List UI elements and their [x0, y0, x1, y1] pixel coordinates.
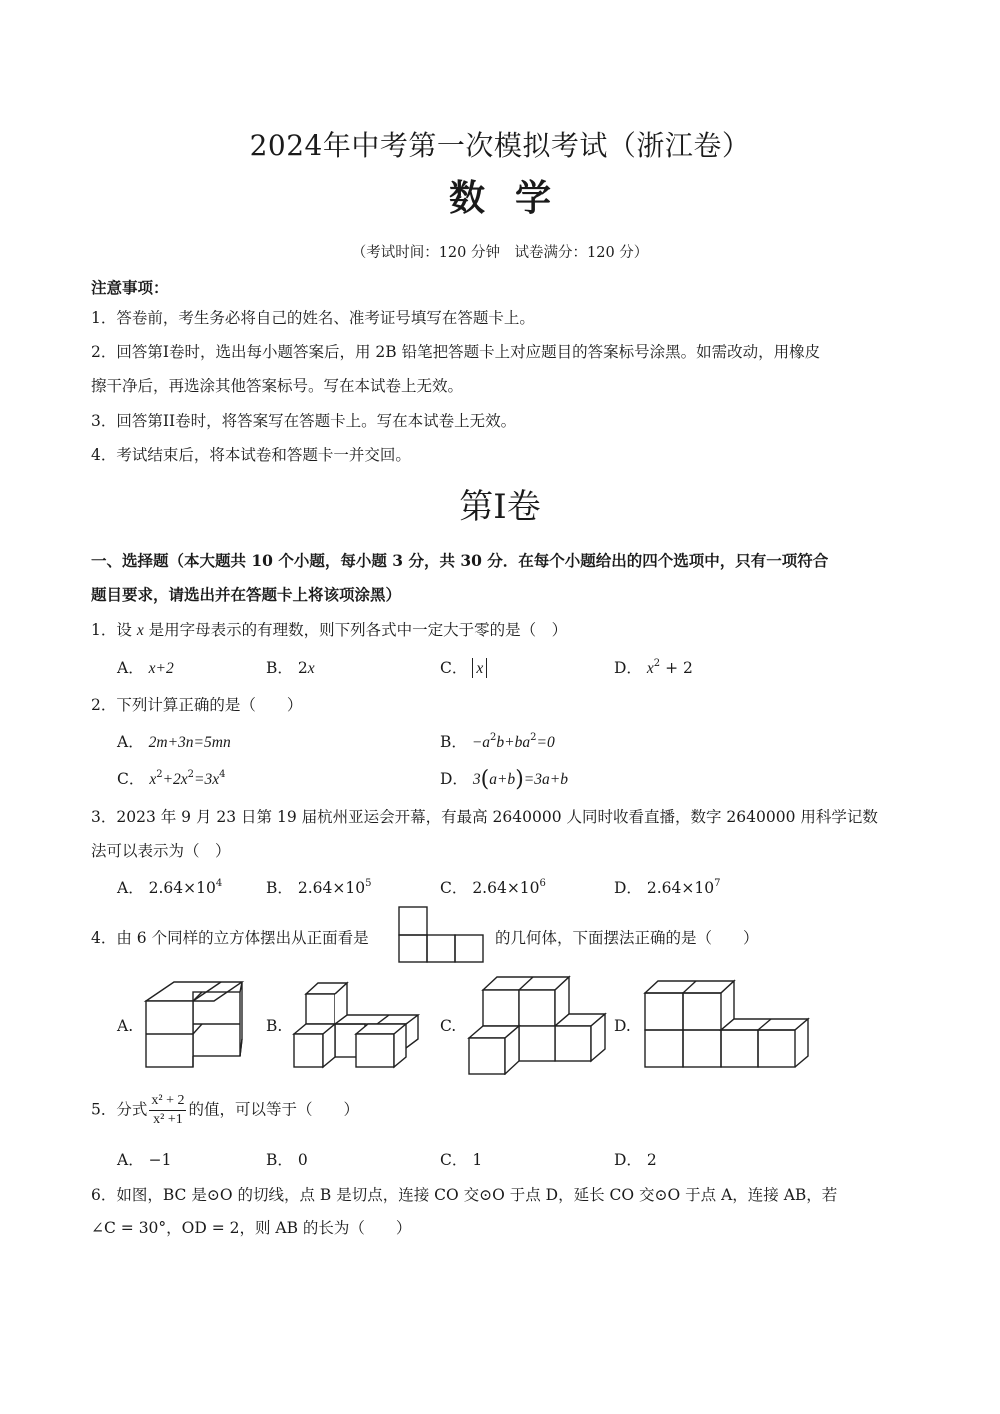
cube-face [683, 1030, 721, 1067]
cube-face [483, 990, 519, 1026]
notice-item-4: 4．考试结束后，将本试卷和答题卡一并交回。 [91, 446, 411, 464]
option-value: 0 [297, 1151, 308, 1169]
option-value: 1 [472, 1151, 483, 1169]
section-heading-cont: 题目要求，请选出并在答题卡上将该项涂黑） [91, 585, 402, 604]
notice-item-2-cont: 擦干净后，再选涂其他答案标号。写在本试卷上无效。 [91, 377, 464, 395]
option-label: B． [266, 879, 293, 897]
option-label: B． [440, 733, 467, 751]
exponent: 2 [530, 732, 537, 743]
question-4-option-a-figure[interactable] [140, 975, 250, 1075]
volume-title: 第I卷 [459, 487, 541, 527]
question-3-stem-cont: 法可以表示为（ ） [91, 842, 231, 860]
question-4-option-c-figure[interactable] [465, 970, 610, 1075]
cube-face [758, 1030, 795, 1067]
math-var: x [136, 622, 144, 639]
option-label: A． [117, 659, 144, 677]
front-view-cell [399, 907, 427, 935]
cube-face [306, 994, 335, 1024]
option-label: D． [614, 659, 642, 677]
cube-face [356, 1034, 394, 1067]
stem-text: 设 [116, 621, 132, 639]
notice-item-3: 3．回答第II卷时，将答案写在答题卡上。写在本试卷上无效。 [91, 412, 517, 430]
option-label: C． [440, 659, 468, 677]
question-4-stem-cont: 的几何体，下面摆法正确的是（ ） [495, 929, 759, 947]
front-view-figure [397, 905, 487, 965]
expr-part: a+b [489, 771, 516, 788]
question-6-stem-cont: ∠C = 30°，OD = 2，则 AB 的长为（ ） [91, 1219, 412, 1237]
question-5-option-c[interactable] [440, 1148, 482, 1170]
question-5-option-a[interactable] [117, 1148, 172, 1170]
question-3-option-d[interactable] [614, 876, 720, 898]
question-2-option-c[interactable] [117, 767, 226, 789]
cube-face [519, 990, 555, 1026]
option-var: x [307, 660, 315, 677]
exponent: 2 [156, 769, 163, 780]
cube-face [294, 1034, 323, 1067]
option-value: 2 [646, 1151, 657, 1169]
option-label: D． [614, 1151, 642, 1169]
question-2-option-b[interactable] [440, 730, 555, 752]
question-3-option-a[interactable] [117, 876, 222, 898]
exam-title: 2024年中考第一次模拟考试（浙江卷） [249, 129, 751, 162]
stem-text: 是用字母表示的有理数，则下列各式中一定大于零的是（ ） [148, 621, 568, 639]
option-label: A． [117, 879, 144, 897]
question-number: 3． [91, 808, 117, 826]
question-1-option-d[interactable] [614, 656, 693, 678]
option-label: B． [266, 659, 293, 677]
exponent: 6 [539, 878, 546, 889]
stem-text: 下列计算正确的是（ ） [116, 696, 303, 714]
question-4-option-a-label[interactable]: A. [117, 1017, 134, 1035]
exponent: 4 [215, 878, 223, 889]
front-view-cell [455, 935, 483, 962]
question-5-option-d[interactable] [614, 1148, 657, 1170]
question-4-option-b-figure[interactable] [290, 975, 425, 1070]
cube-face [645, 1030, 683, 1067]
question-number: 6． [91, 1186, 117, 1204]
question-1-stem [91, 618, 567, 640]
option-label: C． [440, 879, 468, 897]
expr-part: 3 [472, 771, 481, 788]
fraction [149, 1092, 186, 1129]
front-view-cell [427, 935, 455, 962]
notice-heading: 注意事项： [91, 278, 169, 297]
cube-face [519, 1026, 555, 1061]
cube-face [555, 1026, 591, 1061]
question-3-option-b[interactable] [266, 876, 371, 898]
front-view-cell [399, 935, 427, 962]
option-base: 2.64×10 [148, 879, 216, 897]
notice-item-1: 1．答卷前，考生务必将自己的姓名、准考证号填写在答题卡上。 [91, 309, 535, 327]
absolute-value [472, 658, 487, 678]
cube-face [721, 1030, 758, 1067]
stem-text: 由 6 个同样的立方体摆出从正面看是 [116, 929, 369, 947]
stem-text: 的值，可以等于（ ） [188, 1100, 359, 1119]
exponent: 5 [365, 878, 372, 889]
question-3-stem [91, 805, 878, 827]
cube-edge [377, 1015, 389, 1024]
exponent: 2 [490, 732, 497, 743]
question-number: 5． [91, 1100, 117, 1119]
section-heading: 一、选择题（本大题共 10 个小题，每小题 3 分，共 30 分．在每个小题给出的四个选项中，只有一项符合 [91, 551, 829, 570]
question-4-option-d-label[interactable]: D. [614, 1017, 631, 1035]
question-5-stem [91, 1092, 359, 1129]
question-4-option-c-label[interactable]: C. [440, 1017, 457, 1035]
cube-face [469, 1038, 505, 1074]
option-label: D． [614, 879, 642, 897]
question-6-stem [91, 1183, 837, 1205]
question-4-option-d-figure[interactable] [640, 975, 815, 1075]
option-expr: x+2 [148, 660, 174, 677]
option-expr: 2m+3n=5mn [148, 734, 231, 751]
question-number: 4． [91, 929, 117, 947]
expr-part: =0 [536, 734, 555, 751]
question-1-option-b[interactable] [266, 656, 315, 678]
question-2-option-a[interactable] [117, 730, 231, 752]
question-2-option-d[interactable] [440, 767, 568, 790]
question-number: 1． [91, 621, 117, 639]
option-base: 2.64×10 [297, 879, 366, 897]
exponent: 2 [653, 658, 661, 669]
option-label: D． [440, 770, 468, 788]
exponent: 2 [187, 769, 195, 780]
fraction-numerator: x² + 2 [149, 1092, 186, 1111]
stem-text: 2023 年 9 月 23 日第 19 届杭州亚运会开幕，有最高 2640000 人同时收看直播，数字 2640000 用科学记数 [116, 808, 878, 826]
question-1-option-c[interactable] [440, 656, 487, 678]
option-var: x [646, 660, 654, 677]
expr-part: +2x [162, 771, 188, 788]
exponent: 7 [714, 878, 721, 889]
question-4-stem [91, 926, 369, 948]
question-3-option-c[interactable] [440, 876, 546, 898]
notice-item-2: 2．回答第I卷时，选出每小题答案后，用 2B 铅笔把答题卡上对应题目的答案标号涂黑。如需改动，用橡皮 [91, 343, 821, 361]
expr-part: =3x [194, 771, 220, 788]
subject-title: 数学 [448, 177, 581, 219]
question-number: 2． [91, 696, 117, 714]
expr-part: x [149, 771, 157, 788]
question-1-option-a[interactable] [117, 656, 174, 678]
stem-text: 分式 [116, 1100, 148, 1119]
option-label: A． [117, 733, 144, 751]
option-label: C． [117, 770, 145, 788]
option-label: B． [266, 1151, 293, 1169]
cube-edge [406, 1039, 418, 1048]
option-tail: + 2 [660, 659, 693, 677]
exponent: 4 [219, 769, 226, 780]
cube-face [645, 993, 683, 1030]
cube-edge [193, 1024, 202, 1034]
cube-face [683, 993, 721, 1030]
option-base: 2.64×10 [646, 879, 715, 897]
cube-face [335, 1015, 418, 1024]
option-value: −1 [148, 1151, 172, 1169]
expr-part: =3a+b [523, 771, 568, 788]
option-base: 2.64×10 [472, 879, 540, 897]
option-coef: 2 [297, 659, 308, 677]
exam-time-and-score: （考试时间：120 分钟 试卷满分：120 分） [351, 245, 649, 261]
expr-part: −a [471, 734, 491, 751]
stem-text: 如图，BC 是⊙O 的切线，点 B 是切点，连接 CO 交⊙O 于点 D，延长 CO 交⊙O 于点 A，连接 AB，若 [116, 1186, 838, 1204]
expr-part: b+ba [496, 734, 531, 751]
paren-close: ) [515, 767, 524, 792]
option-label: C． [440, 1151, 468, 1169]
option-var: x [476, 660, 484, 677]
option-label: A． [117, 1151, 144, 1169]
paren-open: ( [480, 767, 490, 792]
question-5-option-b[interactable] [266, 1148, 308, 1170]
question-4-option-b-label[interactable]: B. [266, 1017, 283, 1035]
fraction-denominator: x² +1 [153, 1112, 183, 1127]
question-2-stem [91, 693, 302, 715]
